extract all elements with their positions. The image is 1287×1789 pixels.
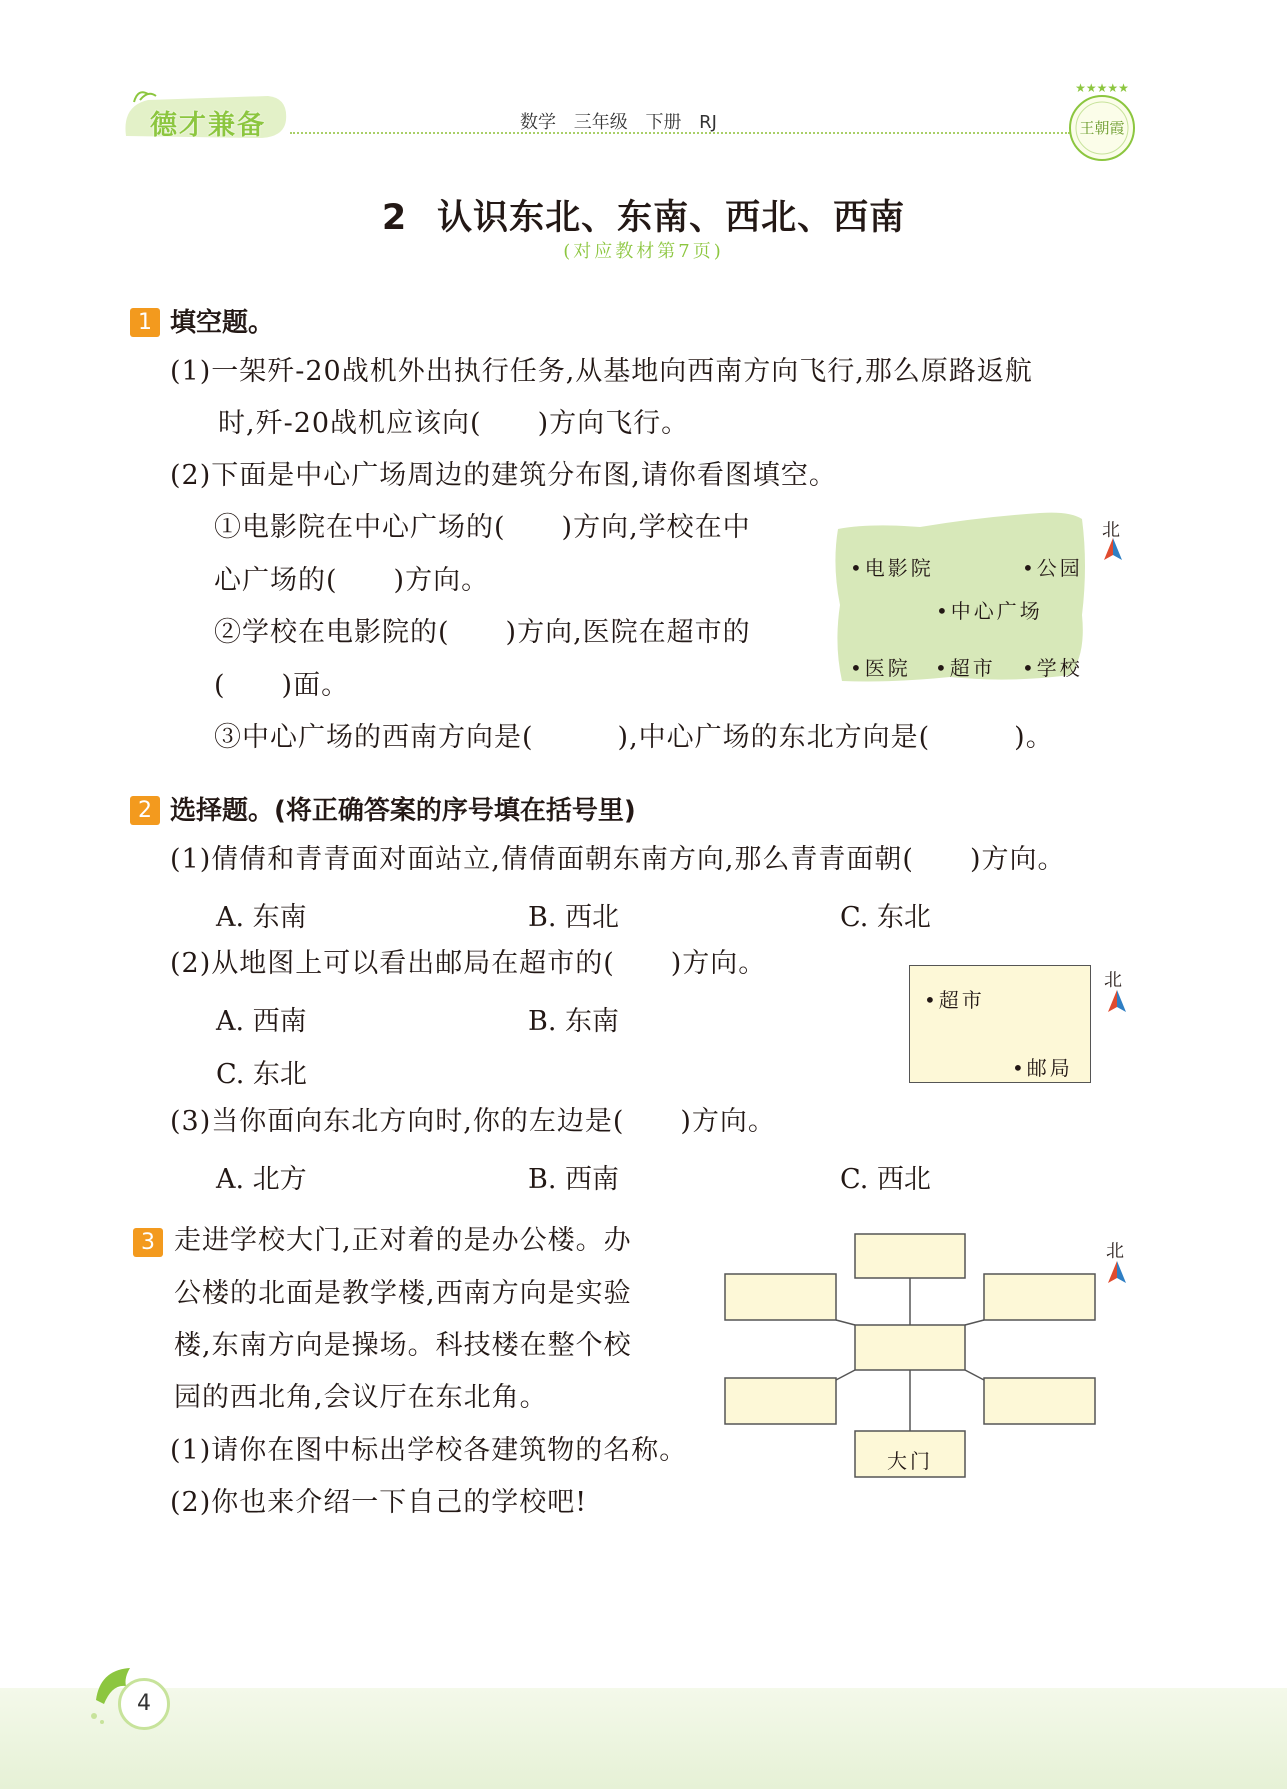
q3-line-6: (2)你也来介绍一下自己的学校吧!	[170, 1487, 588, 1518]
header-info: 数学 三年级 下册 RJ	[520, 112, 717, 133]
q2-p3-option-c: C. 西北	[840, 1164, 931, 1195]
q1-heading-text: 填空题。	[170, 308, 275, 338]
q3-north-label: 北	[1106, 1241, 1124, 1262]
q2-heading	[130, 790, 636, 827]
north-arrow-icon	[1102, 538, 1124, 562]
q2-p2-option-a: A. 西南	[216, 1006, 307, 1037]
q1-line-5: 心广场的( )方向。	[214, 565, 490, 596]
map-label-supermarket-2: •超市	[924, 988, 985, 1012]
q1-line-8: ③中心广场的西南方向是( ),中心广场的东北方向是( )。	[214, 722, 1054, 753]
q2-badge: 2	[130, 796, 160, 825]
page-subtitle: (对应教材第7页)	[563, 241, 724, 262]
page-number: 4	[118, 1678, 170, 1730]
gate-label: 大门	[887, 1449, 933, 1473]
north-arrow-icon	[1106, 1261, 1128, 1285]
q2-p1: (1)倩倩和青青面对面站立,倩倩面朝东南方向,那么青青面朝( )方向。	[170, 844, 1066, 875]
svg-text:王朝霞: 王朝霞	[1079, 119, 1125, 137]
map-label-supermarket: •超市	[935, 656, 996, 680]
q3-line-4: 园的西北角,会议厅在东北角。	[174, 1382, 548, 1413]
q2-p2-option-c: C. 东北	[216, 1059, 307, 1090]
q3-line-5: (1)请你在图中标出学校各建筑物的名称。	[170, 1435, 688, 1466]
footer-band	[0, 1688, 1287, 1789]
page-title	[0, 190, 1287, 240]
q1-line-7: ( )面。	[214, 670, 350, 701]
map-label-post-office: •邮局	[1012, 1056, 1073, 1080]
q3-line-2: 公楼的北面是教学楼,西南方向是实验	[174, 1278, 632, 1309]
q2-p3: (3)当你面向东北方向时,你的左边是( )方向。	[170, 1106, 776, 1137]
q3-line-1: 走进学校大门,正对着的是办公楼。办	[174, 1225, 632, 1256]
building-box-northwest	[725, 1274, 836, 1320]
q2-north-label: 北	[1104, 970, 1122, 991]
q3-line-3: 楼,东南方向是操场。科技楼在整个校	[174, 1330, 632, 1361]
q1-line-1: (1)一架歼-20战机外出执行任务,从基地向西南方向飞行,那么原路返航	[170, 356, 1033, 387]
lesson-title: 认识东北、东南、西北、西南	[437, 198, 906, 238]
q2-p1-option-c: C. 东北	[840, 902, 931, 933]
q1-heading	[130, 302, 274, 339]
building-box-center	[855, 1325, 965, 1370]
building-box-north	[855, 1234, 965, 1278]
q3-badge: 3	[133, 1228, 163, 1257]
svg-text:★★★★★: ★★★★★	[1075, 81, 1129, 95]
building-box-southeast	[984, 1378, 1095, 1424]
building-box-northeast	[984, 1274, 1095, 1320]
map-label-park: •公园	[1022, 556, 1083, 580]
q2-p2: (2)从地图上可以看出邮局在超市的( )方向。	[170, 948, 767, 979]
q1-north-label: 北	[1102, 520, 1120, 541]
q1-line-2: 时,歼-20战机应该向( )方向飞行。	[218, 408, 690, 439]
q2-p3-option-b: B. 西南	[528, 1164, 620, 1195]
q2-p2-option-b: B. 东南	[528, 1006, 620, 1037]
brand-text: 德才兼备	[150, 110, 266, 141]
north-arrow-icon	[1106, 990, 1128, 1014]
publisher-seal	[1062, 78, 1142, 168]
q1-badge: 1	[130, 308, 160, 337]
building-box-southwest	[725, 1378, 836, 1424]
map-label-school: •学校	[1022, 656, 1083, 680]
lesson-number: 2	[381, 198, 408, 238]
q1-line-4: ①电影院在中心广场的( )方向,学校在中	[214, 512, 751, 543]
map-label-cinema: •电影院	[850, 556, 934, 580]
map-label-hospital: •医院	[850, 656, 911, 680]
q2-heading-text: 选择题。(将正确答案的序号填在括号里)	[170, 796, 636, 826]
q2-p3-option-a: A. 北方	[216, 1164, 307, 1195]
map-label-center-square: •中心广场	[936, 599, 1043, 623]
q1-line-6: ②学校在电影院的( )方向,医院在超市的	[214, 617, 751, 648]
q2-p1-option-a: A. 东南	[216, 902, 307, 933]
q1-line-3: (2)下面是中心广场周边的建筑分布图,请你看图填空。	[170, 460, 837, 491]
q2-p1-option-b: B. 西北	[528, 902, 620, 933]
